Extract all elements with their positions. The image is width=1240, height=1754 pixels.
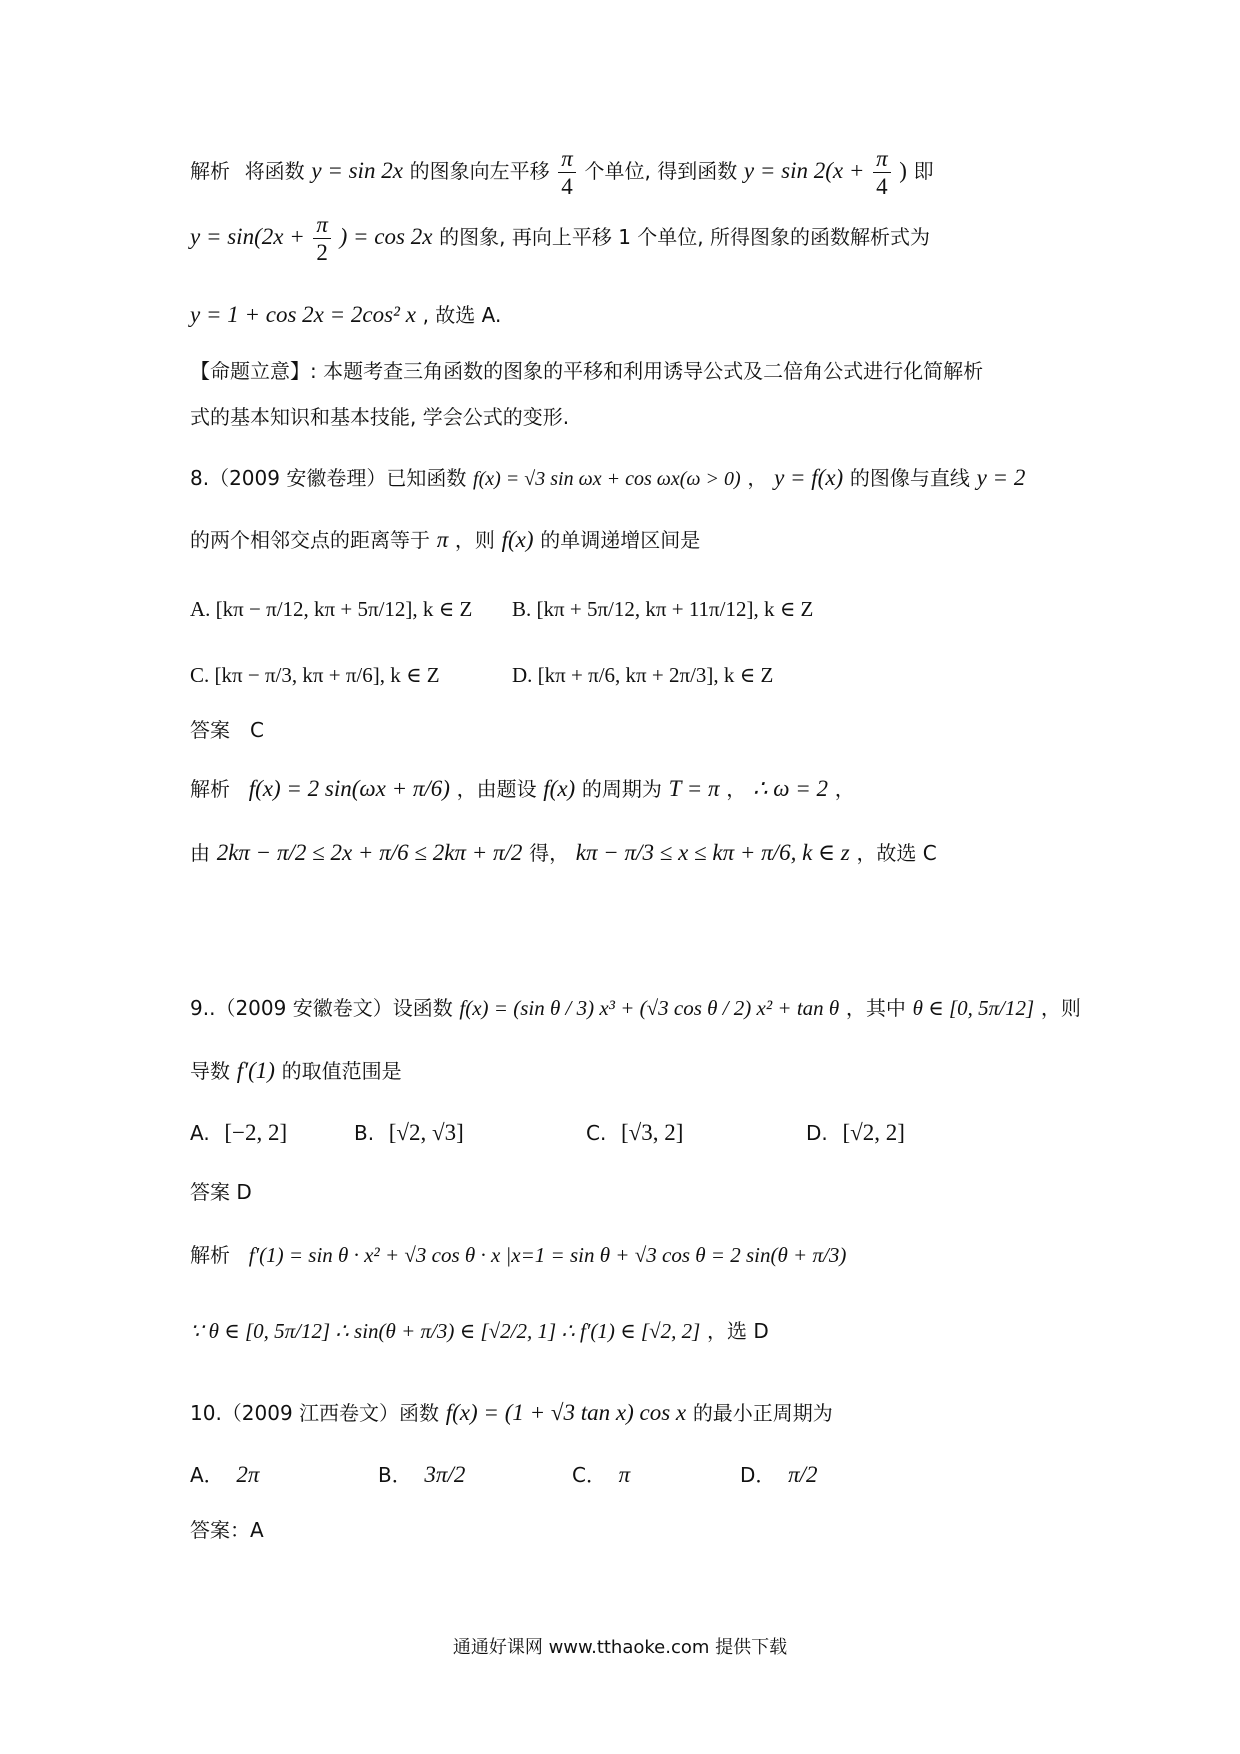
text: 的周期为 <box>581 777 662 801</box>
math-expression: y = sin(2x + <box>190 224 305 249</box>
text: ， <box>726 777 747 801</box>
q10-option-c <box>572 1460 630 1490</box>
q9-stem-line-1 <box>190 993 1081 1023</box>
text: 的单调递增区间是 <box>540 528 701 552</box>
q10-option-b <box>378 1460 465 1490</box>
text: ，其中 <box>845 996 906 1020</box>
text: ， <box>747 466 768 490</box>
solution-label: 解析 <box>190 159 230 183</box>
text: 由 <box>190 841 210 865</box>
math-expression: f′(1) <box>236 1058 275 1083</box>
option-label: B. <box>354 1121 375 1145</box>
option-label: C． <box>572 1463 606 1487</box>
math-expression: f(x) = √3 sin ωx + cos ωx(ω > 0) <box>473 468 741 490</box>
q8-option-d: D. [kπ + π/6, kπ + 2π/3], k ∈ Z <box>512 663 774 687</box>
math-expression: 2kπ − π/2 ≤ 2x + π/6 ≤ 2kπ + π/2 <box>216 840 523 865</box>
text: 即 <box>913 159 934 183</box>
text: 的图像与直线 <box>849 466 970 490</box>
text: 9..（2009 安徽卷文）设函数 <box>190 996 453 1020</box>
math-expression: kπ − π/3 ≤ x ≤ kπ + π/6, k ∈ z <box>575 840 850 865</box>
fraction-numerator: π <box>873 147 891 173</box>
text: 的图象, 再向上平移 1 个单位, 所得图象的函数解析式为 <box>439 225 930 249</box>
q8-solution-line-2 <box>190 838 937 868</box>
solution-line-2 <box>190 213 930 264</box>
q10-answer: 答案：A <box>190 1518 264 1542</box>
option-label: A. <box>190 1121 210 1145</box>
q9-answer: 答案 D <box>190 1180 252 1204</box>
math-expression: θ ∈ [0, 5π/12] <box>912 996 1035 1020</box>
math-expression: y = 1 + cos 2x = 2cos² x <box>190 302 416 327</box>
text: 10.（2009 江西卷文）函数 <box>190 1401 440 1425</box>
text: 8.（2009 安徽卷理）已知函数 <box>190 466 467 490</box>
text: ，选 D <box>707 1319 769 1343</box>
fraction-denominator: 4 <box>561 174 573 199</box>
option-label: D. <box>806 1121 828 1145</box>
text: 的最小正周期为 <box>692 1401 833 1425</box>
math-expression: f(x) <box>501 527 534 552</box>
text: 得， <box>529 841 570 865</box>
text: , 故选 A. <box>422 303 502 327</box>
q8-answer: 答案 C <box>190 718 264 742</box>
text: 的图象向左平移 <box>409 159 550 183</box>
q9-solution-line-2 <box>190 1316 769 1346</box>
q9-solution-line-1 <box>190 1240 846 1270</box>
intent-line-2: 式的基本知识和基本技能, 学会公式的变形. <box>190 405 570 429</box>
text: ，故选 C <box>856 841 937 865</box>
fraction-numerator: π <box>558 147 576 173</box>
text: 的两个相邻交点的距离等于 <box>190 528 430 552</box>
math-expression: y = f(x) <box>774 465 844 490</box>
option-value: 2π <box>236 1462 260 1487</box>
math-expression: y = 2 <box>976 465 1026 490</box>
option-value: [√2, 2] <box>842 1120 905 1145</box>
text: 个单位, 得到函数 <box>584 159 738 183</box>
q9-option-b <box>354 1118 464 1148</box>
option-label: B． <box>378 1463 412 1487</box>
q8-stem-line-1 <box>190 463 1025 494</box>
solution-line-1 <box>190 147 934 198</box>
math-expression: f(x) <box>543 776 576 801</box>
q9-option-c <box>586 1118 683 1148</box>
solution-line-3 <box>190 300 501 330</box>
option-value: π/2 <box>788 1462 818 1487</box>
q8-option-a: A. [kπ − π/12, kπ + 5π/12], k ∈ Z <box>190 597 473 621</box>
math-expression: ∴ ω = 2 <box>752 776 829 801</box>
fraction <box>873 147 891 198</box>
option-label: D． <box>740 1463 776 1487</box>
math-expression: f′(1) = sin θ · x² + √3 cos θ · x |x=1 = sin θ + √3 cos θ = 2 sin(θ + π/3) <box>248 1243 847 1267</box>
math-expression: y = sin 2(x + <box>743 158 865 183</box>
text: ，由题设 <box>456 777 537 801</box>
q9-stem-line-2 <box>190 1056 402 1086</box>
option-value: π <box>618 1462 631 1487</box>
q10-stem <box>190 1398 833 1428</box>
q9-option-a <box>190 1118 287 1148</box>
option-value: 3π/2 <box>424 1462 466 1487</box>
math-expression: f(x) = (1 + √3 tan x) cos x <box>445 1400 687 1425</box>
math-expression: ∵ θ ∈ [0, 5π/12] ∴ sin(θ + π/3) ∈ [√2/2, 1] ∴ f′(1) ∈ [√2, 2] <box>190 1319 701 1343</box>
text: 导数 <box>190 1059 230 1083</box>
fraction-denominator: 4 <box>876 174 888 199</box>
math-expression: f(x) = (sin θ / 3) x³ + (√3 cos θ / 2) x² + tan θ <box>459 996 840 1020</box>
fraction <box>558 147 576 198</box>
q10-option-d <box>740 1460 818 1490</box>
solution-label: 解析 <box>190 777 230 801</box>
text: ，则 <box>1040 996 1081 1020</box>
fraction <box>313 213 331 264</box>
option-value: [−2, 2] <box>224 1120 288 1145</box>
math-expression: y = sin 2x <box>311 158 403 183</box>
math-expression: π <box>436 527 449 552</box>
option-label: C. <box>586 1121 607 1145</box>
q8-option-b: B. [kπ + 5π/12, kπ + 11π/12], k ∈ Z <box>512 597 814 621</box>
math-expression: ) <box>899 158 907 183</box>
q8-solution-line-1 <box>190 774 855 804</box>
q10-option-a <box>190 1460 259 1490</box>
option-value: [√3, 2] <box>621 1120 684 1145</box>
q8-option-c: C. [kπ − π/3, kπ + π/6], k ∈ Z <box>190 663 440 687</box>
text: ，则 <box>454 528 495 552</box>
math-expression: T = π <box>668 776 720 801</box>
text: 的取值范围是 <box>281 1059 402 1083</box>
option-label: A． <box>190 1463 224 1487</box>
math-expression: ) = cos 2x <box>339 224 433 249</box>
option-value: [√2, √3] <box>388 1120 464 1145</box>
fraction-numerator: π <box>313 213 331 239</box>
q9-option-d <box>806 1118 905 1148</box>
math-expression: f(x) = 2 sin(ωx + π/6) <box>248 776 450 801</box>
page-footer: 通通好课网 www.tthaoke.com 提供下载 <box>452 1637 788 1658</box>
q8-stem-line-2 <box>190 525 700 555</box>
fraction-denominator: 2 <box>316 240 328 265</box>
intent-line-1: 【命题立意】: 本题考查三角函数的图象的平移和利用诱导公式及二倍角公式进行化简解析 <box>190 359 984 383</box>
text: 将函数 <box>244 159 305 183</box>
text: ， <box>834 777 855 801</box>
solution-label: 解析 <box>190 1243 230 1267</box>
